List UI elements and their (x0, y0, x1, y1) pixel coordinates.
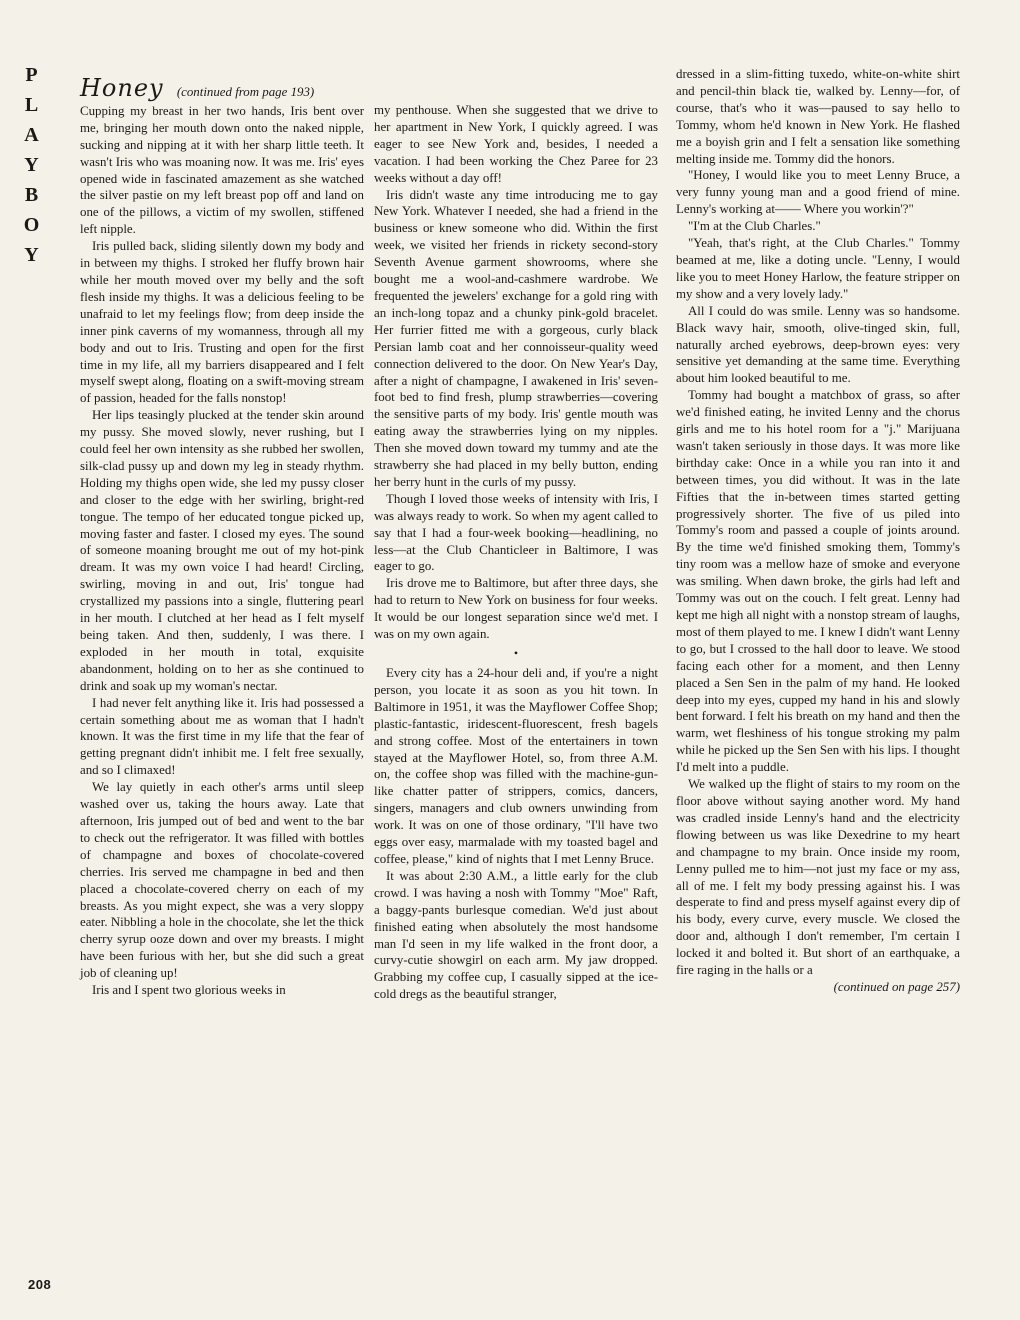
section-separator: • (513, 646, 519, 660)
paragraph: Iris drove me to Baltimore, but after three days, she had to return to New York on business for four weeks. It would be our longest separation since we'd met. I was on my own again. (374, 576, 658, 642)
article-column-1 (80, 74, 364, 999)
paragraph: We walked up the flight of stairs to my room on the floor above without saying another word. My hand was cradled inside Lenny's hand and the electricity flowing between us was like Dexedrine to my heart and champagne to my brain. Once inside my room, Lenny pulled me to him—not just my face or my ass, all of me. I felt my body pressing against his. I was desperate to find and press myself against every dip of his body, every curve, every muscle. We closed the door and, although I don't remember, I'm certain I locked it and bolted it. But short of an earthquake, a fire raging in the halls or a (676, 777, 960, 978)
paragraph: It was about 2:30 A.M., a little early for the club crowd. I was having a nosh with Tommy "Moe" Raft, a baggy-pants burlesque comedian. We'd just about finished eating when absolutely the most handsome man I'd seen in my life walked in the front door, a curvy-cutie showgirl on each arm. My jaw dropped. Grabbing my coffee cup, I casually sipped at the ice-cold dregs as the beautiful stranger, (374, 868, 658, 1002)
article-column-2 (374, 102, 658, 1003)
paragraph: dressed in a slim-fitting tuxedo, white-on-white shirt and pencil-thin black tie, walked by. Lenny—for, of course, that's who it was—paused to say hello to Tommy, whom he'd known in New York. He flashed me a boyish grin and I felt a sensation like something melting inside me. Tommy did the honors. (676, 67, 960, 166)
paragraph: All I could do was smile. Lenny was so handsome. Black wavy hair, smooth, olive-tinged skin, full, naturally arched eyebrows, deep-brown eyes: very sensitive yet demanding at the same time. Everything about him looked beautiful to me. (676, 303, 960, 386)
magazine-name-vertical (12, 60, 52, 270)
magazine-letter: Y (24, 244, 40, 266)
magazine-letter: B (24, 184, 40, 206)
paragraph: Iris didn't waste any time introducing me to gay New York. Whatever I needed, she had a friend in the business or knew someone who did. Within the first week, we visited her friends in rickety second-story Seventh Avenue garment showrooms, where she bought me a wool-and-cashmere wardrobe. We frequented the jewelers' exchange for a gold ring with an inch-long topaz and a chunky pink-gold bracelet. Her furrier fitted me with a gorgeous, curly black Persian lamb coat and her connoisseur-quality weed connection delivered to the door. On New Year's Day, after a night of champagne, I awakened in Iris' seven-foot bed to find fresh, plump strawberries—covering the sensitive parts of my body. Iris' gentle mouth was eating away the strawberries lying on my nipples. Then she moved down toward my tummy and ate the strawberry she had placed in my belly button, ending her berry hunt in the curls of my pussy. (374, 187, 658, 489)
magazine-letter: O (23, 214, 41, 236)
paragraph: Iris and I spent two glorious weeks in (92, 983, 286, 998)
continued-from-note: (continued from page 193) (176, 85, 315, 99)
continued-on-note: (continued on page 257) (833, 979, 960, 994)
article-heading (80, 74, 364, 102)
magazine-letter: L (24, 94, 40, 116)
magazine-letter: P (25, 64, 39, 86)
paragraph: "Honey, I would like you to meet Lenny Bruce, a very funny young man and a good friend of mine. Lenny's working at—— Where you workin'?" (676, 168, 960, 217)
page-number: 208 (28, 1277, 52, 1292)
article-title-logo: Honey (80, 74, 164, 102)
paragraph: "I'm at the Club Charles." (688, 219, 821, 234)
paragraph: my penthouse. When she suggested that we drive to her apartment in New York, I quickly agreed. I was eager to see New York and, besides, I needed a vacation. I had been working the Chez Paree for 23 weeks without a day off! (374, 103, 658, 185)
paragraph: "Yeah, that's right, at the Club Charles." Tommy beamed at me, like a doting uncle. "Lenny, I would like you to meet Honey Harlow, the feature stripper on my show and a very lovely lady." (676, 236, 960, 301)
paragraph: Though I loved those weeks of intensity with Iris, I was always ready to work. So when my agent called to say that I had a four-week booking—headlining, no less—at the Club Chanticleer in Baltimore, I was eager to go. (374, 491, 658, 574)
magazine-letter: A (24, 124, 40, 146)
magazine-letter: Y (24, 154, 40, 176)
paragraph: Every city has a 24-hour deli and, if you're a night person, you locate it as soon as you hit town. In Baltimore in 1951, it was the Mayflower Coffee Shop; plastic-fantastic, iridescent-fluorescent, fresh bagels and strong coffee. Most of the entertainers in town stayed at the Mayflower Hotel, so, from three A.M. on, the coffee shop was filled with the machine-gun-like chatter patter of strippers, comics, dancers, singers, managers and club owners unwinding from work. It was on one of those ordinary, "I'll have two eggs over easy, marmalade with my toasted bagel and coffee, please," kind of nights that I met Lenny Bruce. (374, 666, 658, 866)
article-column-3 (676, 66, 960, 996)
paragraph: I had never felt anything like it. Iris had possessed a certain something about me as woman that I hadn't known. It was the first time in my life that the fear of getting pregnant didn't inhibit me. I felt free sexually, and so I climaxed! (80, 695, 364, 778)
paragraph: Cupping my breast in her two hands, Iris bent over me, bringing her mouth down onto the naked nipple, sucking and nipping at it with her sharp little teeth. It wasn't Iris who was moaning now. It was me. Iris' eyes opened wide in fascinated amazement as she watched the silver pastie on my left breast pop off and land on one of the pillows, a victim of my swollen, stiffened left nipple. (80, 103, 364, 237)
paragraph: Her lips teasingly plucked at the tender skin around my pussy. She moved slowly, never rushing, but I could feel her own intensity as she rubbed her swollen, silk-clad pussy up and down my leg in steady rhythm. Holding my thighs open wide, she led my pussy closer and closer to the edge with her swirling, bright-red tongue. The tempo of her educated tongue picked up, moving faster and faster. I closed my eyes. The sound of someone moaning brought me out of my hot-pink dream. It was my own voice I had heard! Circling, swirling, moving in and out, Iris' tongue had crystallized my passions into a single, fluttering pearl in her mouth. I clutched at her head as I felt myself being taken. And then, suddenly, I was there. I exploded in her mouth in total, exquisite abandonment, holding on to her as she continued to drink and soak up my woman's nectar. (80, 408, 364, 693)
paragraph: We lay quietly in each other's arms until sleep washed over us, taking the hours away. Late that afternoon, Iris jumped out of bed and went to the bar to check out the refrigerator. It was filled with bottles of champagne and boxes of chocolate-covered cherries. Iris served me champagne in bed and then placed a chocolate-covered cherry on each of my breasts. As you might expect, she was a very sloppy eater. Nibbling a hole in the chocolate, she let the thick cherry syrup ooze down and over my breasts. I might have been furious with her, but she did such a great job of cleaning up! (80, 780, 364, 981)
paragraph: Iris pulled back, sliding silently down my body and in between my thighs. I stroked her fluffy brown hair while her mouth moved over my belly and the soft flesh inside my thighs. It was a delicious feeling to be unafraid to let my feelings flow; from deep inside the inner pink caverns of my womanness, through all my body and out to Iris. Trusting and open for the first time in my life, all my barriers disappeared and I felt myself swept along, floating on a swift-moving stream of passion, headed for the falls nonstop! (80, 239, 364, 406)
paragraph: Tommy had bought a matchbox of grass, so after we'd finished eating, he invited Lenny and the chorus girls and me to his hotel room for a "j." Marijuana wasn't taken seriously in those days. It was more like birthday cake: Once in a while you ran into it and between times, you did without. It was in the late Fifties that the in-between times started getting progressively shorter. The five of us piled into Tommy's room and passed a couple of joints around. By the time we'd finished smoking them, Tommy's tiny room was a mellow haze of smoke and everyone was smiling. When dawn broke, the girls had left and Tommy was out on the couch. I felt great. Lenny had kept me high all night with a nonstop stream of laughs, most of them played to me. I knew I didn't want Lenny to go, but I crossed to the hall door to leave. We stood facing each other for a moment, and then Lenny placed a Sen Sen in the palm of my hand. He looked deep into my eyes, cupped my hand in his and slowly bent forward. I felt his breath on my hand and then the warm, wet fleshiness of his tongue stroking my palm while he picked up the Sen Sen with his lips. I thought I'd melt into a puddle. (676, 388, 960, 775)
